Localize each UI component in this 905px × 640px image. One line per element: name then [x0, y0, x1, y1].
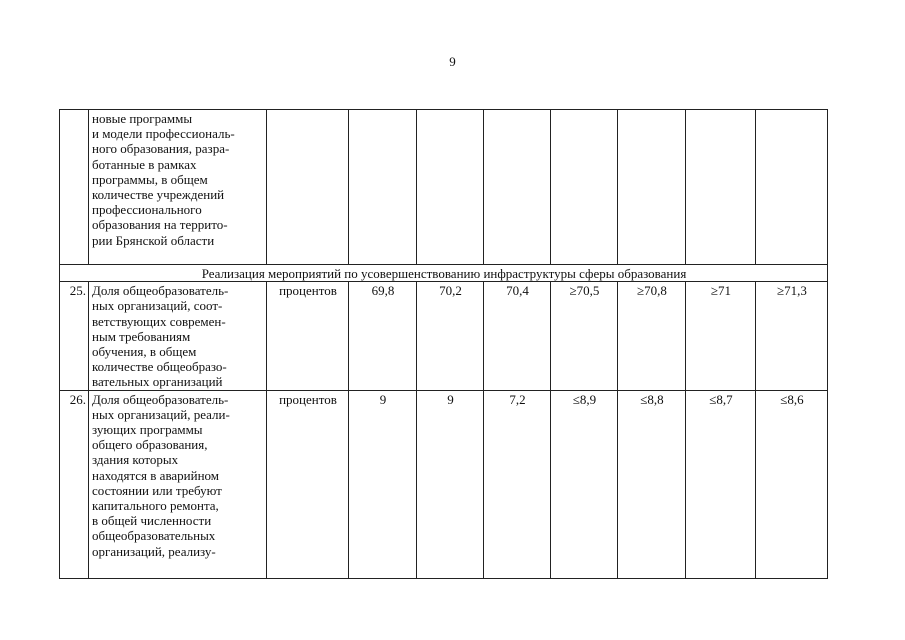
- row-number-cell: 26.: [60, 390, 89, 578]
- value-cell: [756, 110, 828, 265]
- value-cell: [349, 110, 417, 265]
- value-cell: ≥71: [686, 282, 756, 390]
- row-number-cell: 25.: [60, 282, 89, 390]
- page-number: 9: [449, 54, 456, 69]
- value-cell: 70,4: [484, 282, 551, 390]
- value-cell: [618, 110, 686, 265]
- value-cell: 70,2: [417, 282, 484, 390]
- table-row: [60, 282, 828, 390]
- unit-cell: процентов: [267, 390, 349, 578]
- value-cell: [484, 110, 551, 265]
- value-cell: 7,2: [484, 390, 551, 578]
- value-cell: [551, 110, 618, 265]
- indicator-name-cell: новые программы и модели профессиональ- ного образования, разра- ботанные в рамках программы, в общем количестве учреждений профессионального образования на террито- рии Брянской области: [89, 110, 267, 265]
- table-row: [60, 390, 828, 578]
- table-row-continuation: [60, 110, 828, 265]
- value-cell: [686, 110, 756, 265]
- unit-cell: процентов: [267, 282, 349, 390]
- value-cell: ≥71,3: [756, 282, 828, 390]
- value-cell: ≥70,8: [618, 282, 686, 390]
- value-cell: ≥70,5: [551, 282, 618, 390]
- value-cell: ≤8,7: [686, 390, 756, 578]
- table-section-header-row: [60, 265, 828, 282]
- indicator-name-cell: Доля общеобразователь- ных организаций, соот- ветствующих современ- ным требованиям обучения, в общем количестве общеобразо- вательных организаций: [89, 282, 267, 390]
- value-cell: ≤8,9: [551, 390, 618, 578]
- value-cell: ≤8,8: [618, 390, 686, 578]
- indicators-table: [59, 109, 828, 579]
- row-number-cell: [60, 110, 89, 265]
- unit-cell: [267, 110, 349, 265]
- value-cell: 9: [417, 390, 484, 578]
- value-cell: [417, 110, 484, 265]
- value-cell: ≤8,6: [756, 390, 828, 578]
- value-cell: 9: [349, 390, 417, 578]
- section-header: Реализация мероприятий по усовершенствованию инфраструктуры сферы образования: [60, 265, 828, 282]
- value-cell: 69,8: [349, 282, 417, 390]
- indicator-name-cell: Доля общеобразователь- ных организаций, реали- зующих программы общего образования, здания которых находятся в аварийном состоянии или требуют капитального ремонта, в общей численности общеобразовательных организаций, реализу-: [89, 390, 267, 578]
